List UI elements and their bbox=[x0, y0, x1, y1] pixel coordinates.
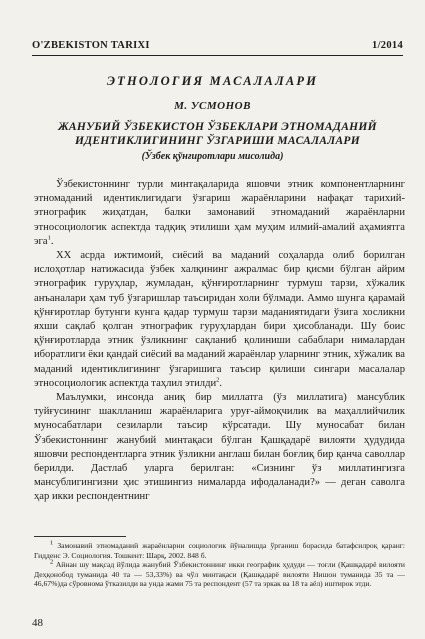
running-header bbox=[32, 40, 403, 51]
footnote-text: Айнан шу мақсад йўлида жанубий Ўзбекистоннинг икки географик ҳудуди — тоғли (Қашқадарё вилояти Деҳқонобод туманида 40 та — 53,33%) ва чўл минтақаси (Қашқадарё вилояти Нишон туманида 35 та — 46,67%)да сўровнома ўтказилди ва унда жами 75 та респондент (57 та эркак ва 18 та аёл) иштирок этди. bbox=[34, 560, 405, 589]
footnote-mark: 2 bbox=[50, 558, 54, 566]
article-subtitle: (Ўзбек қўнғиротлари мисолида) bbox=[141, 151, 284, 162]
footnote-2 bbox=[34, 560, 405, 589]
paragraph-text: Ўзбекистоннинг турли минтақаларида яшовчи этник компонентларнинг этномаданий идентиклигидаги ўзгариш жараёнларини нафақат тарихий-этнографик жиҳатдан, балки замонавий этномаданий жараёнларни этносоциологик аспектда тадқиқ этилиши ҳам муҳим илмий-амалий аҳамиятга эга bbox=[34, 179, 405, 247]
footnote-rule bbox=[34, 536, 126, 537]
paragraph-end: . bbox=[219, 377, 223, 389]
article-body bbox=[34, 178, 405, 505]
author-name: М. УСМОНОВ bbox=[174, 100, 251, 112]
paragraph-2 bbox=[34, 249, 405, 391]
section-heading: ЭТНОЛОГИЯ МАСАЛАЛАРИ bbox=[106, 74, 319, 88]
article-title: ЖАНУБИЙ ЎЗБЕКИСТОН ЎЗБЕКЛАРИ ЭТНОМАДАНИЙ ИДЕНТИКЛИГИНИНГ ЎЗГАРИШИ МАСАЛАЛАРИ bbox=[58, 121, 377, 147]
footnote-ref: 1 bbox=[47, 234, 51, 242]
footnote-ref: 2 bbox=[216, 376, 220, 384]
footnote-text: Замонавий этномаданий жараёнларни социологик йўналишда ўрганиш бораcида батафсилроқ қаранг: Гидденс Э. Социология. Тошкент: Шарқ, 2002. 848 б. bbox=[34, 541, 405, 560]
footnotes bbox=[34, 541, 405, 589]
footnote-1 bbox=[34, 541, 405, 560]
paragraph-3 bbox=[34, 391, 405, 505]
journal-name: O'ZBEKISTON TARIXI bbox=[32, 40, 150, 51]
paragraph-text: Маълумки, инсонда аниқ бир миллатга (ўз миллатига) мансублик туйғусининг шаклланиш жараёнларига уруғ-аймоқчилик ва маҳаллийчилик муносабатлари сезиларли таъсир кўрсатади. Шу муносабат билан Ўзбекистоннинг жанубий минтақаси бўлган Қашқадарё вилояти ҳудудида яшовчи респондентларга этник ўзликни англаш билан боғлиқ бир қанча саволлар берилди. Дастлаб уларга берилган: «Сизнинг ўз миллатингизга мансублигингизни ҳис этишингиз нималарда ифодаланади?» — деган саволга ҳар икки респондентнинг bbox=[34, 392, 405, 503]
header-rule bbox=[32, 55, 403, 56]
paragraph-1 bbox=[34, 178, 405, 249]
paragraph-end: . bbox=[50, 235, 54, 247]
issue-number: 1/2014 bbox=[372, 40, 403, 51]
paragraph-text: XX асрда ижтимоий, сиёсий ва маданий соҳаларда олиб борилган ислоҳотлар натижасида ўзбек халқининг ажралмас бир қисми бўлган айрим этнографик гуруҳлар, жумладан, қўнғиротларнинг турмуш тарзи, хўжалик анъаналари ҳам туб ўзгаришлар таъсиридан холи бўлмади. Аммо шунга қарамай қўнғиротлар бутунги кунга қадар турмуш тарзи маданиятидаги ўзига хосликни яхши сақлаб қолган этнографик гуруҳлардан бири ҳисобланади. Шу боис қўнғиротларда этник ўзликнинг сақланиб қолиниши сабаблари нималардан иборатлиги ёки қандай сиёсий ва маданий жараёнлар уларнинг этник, хўжалик ва маданий идентиклигининг ўзгаришига таъсир қилиши сингари масалалар этносоциологик аспектда таҳлил этилди bbox=[34, 250, 405, 389]
footnote-mark: 1 bbox=[50, 539, 54, 547]
page-number: 48 bbox=[32, 617, 43, 629]
